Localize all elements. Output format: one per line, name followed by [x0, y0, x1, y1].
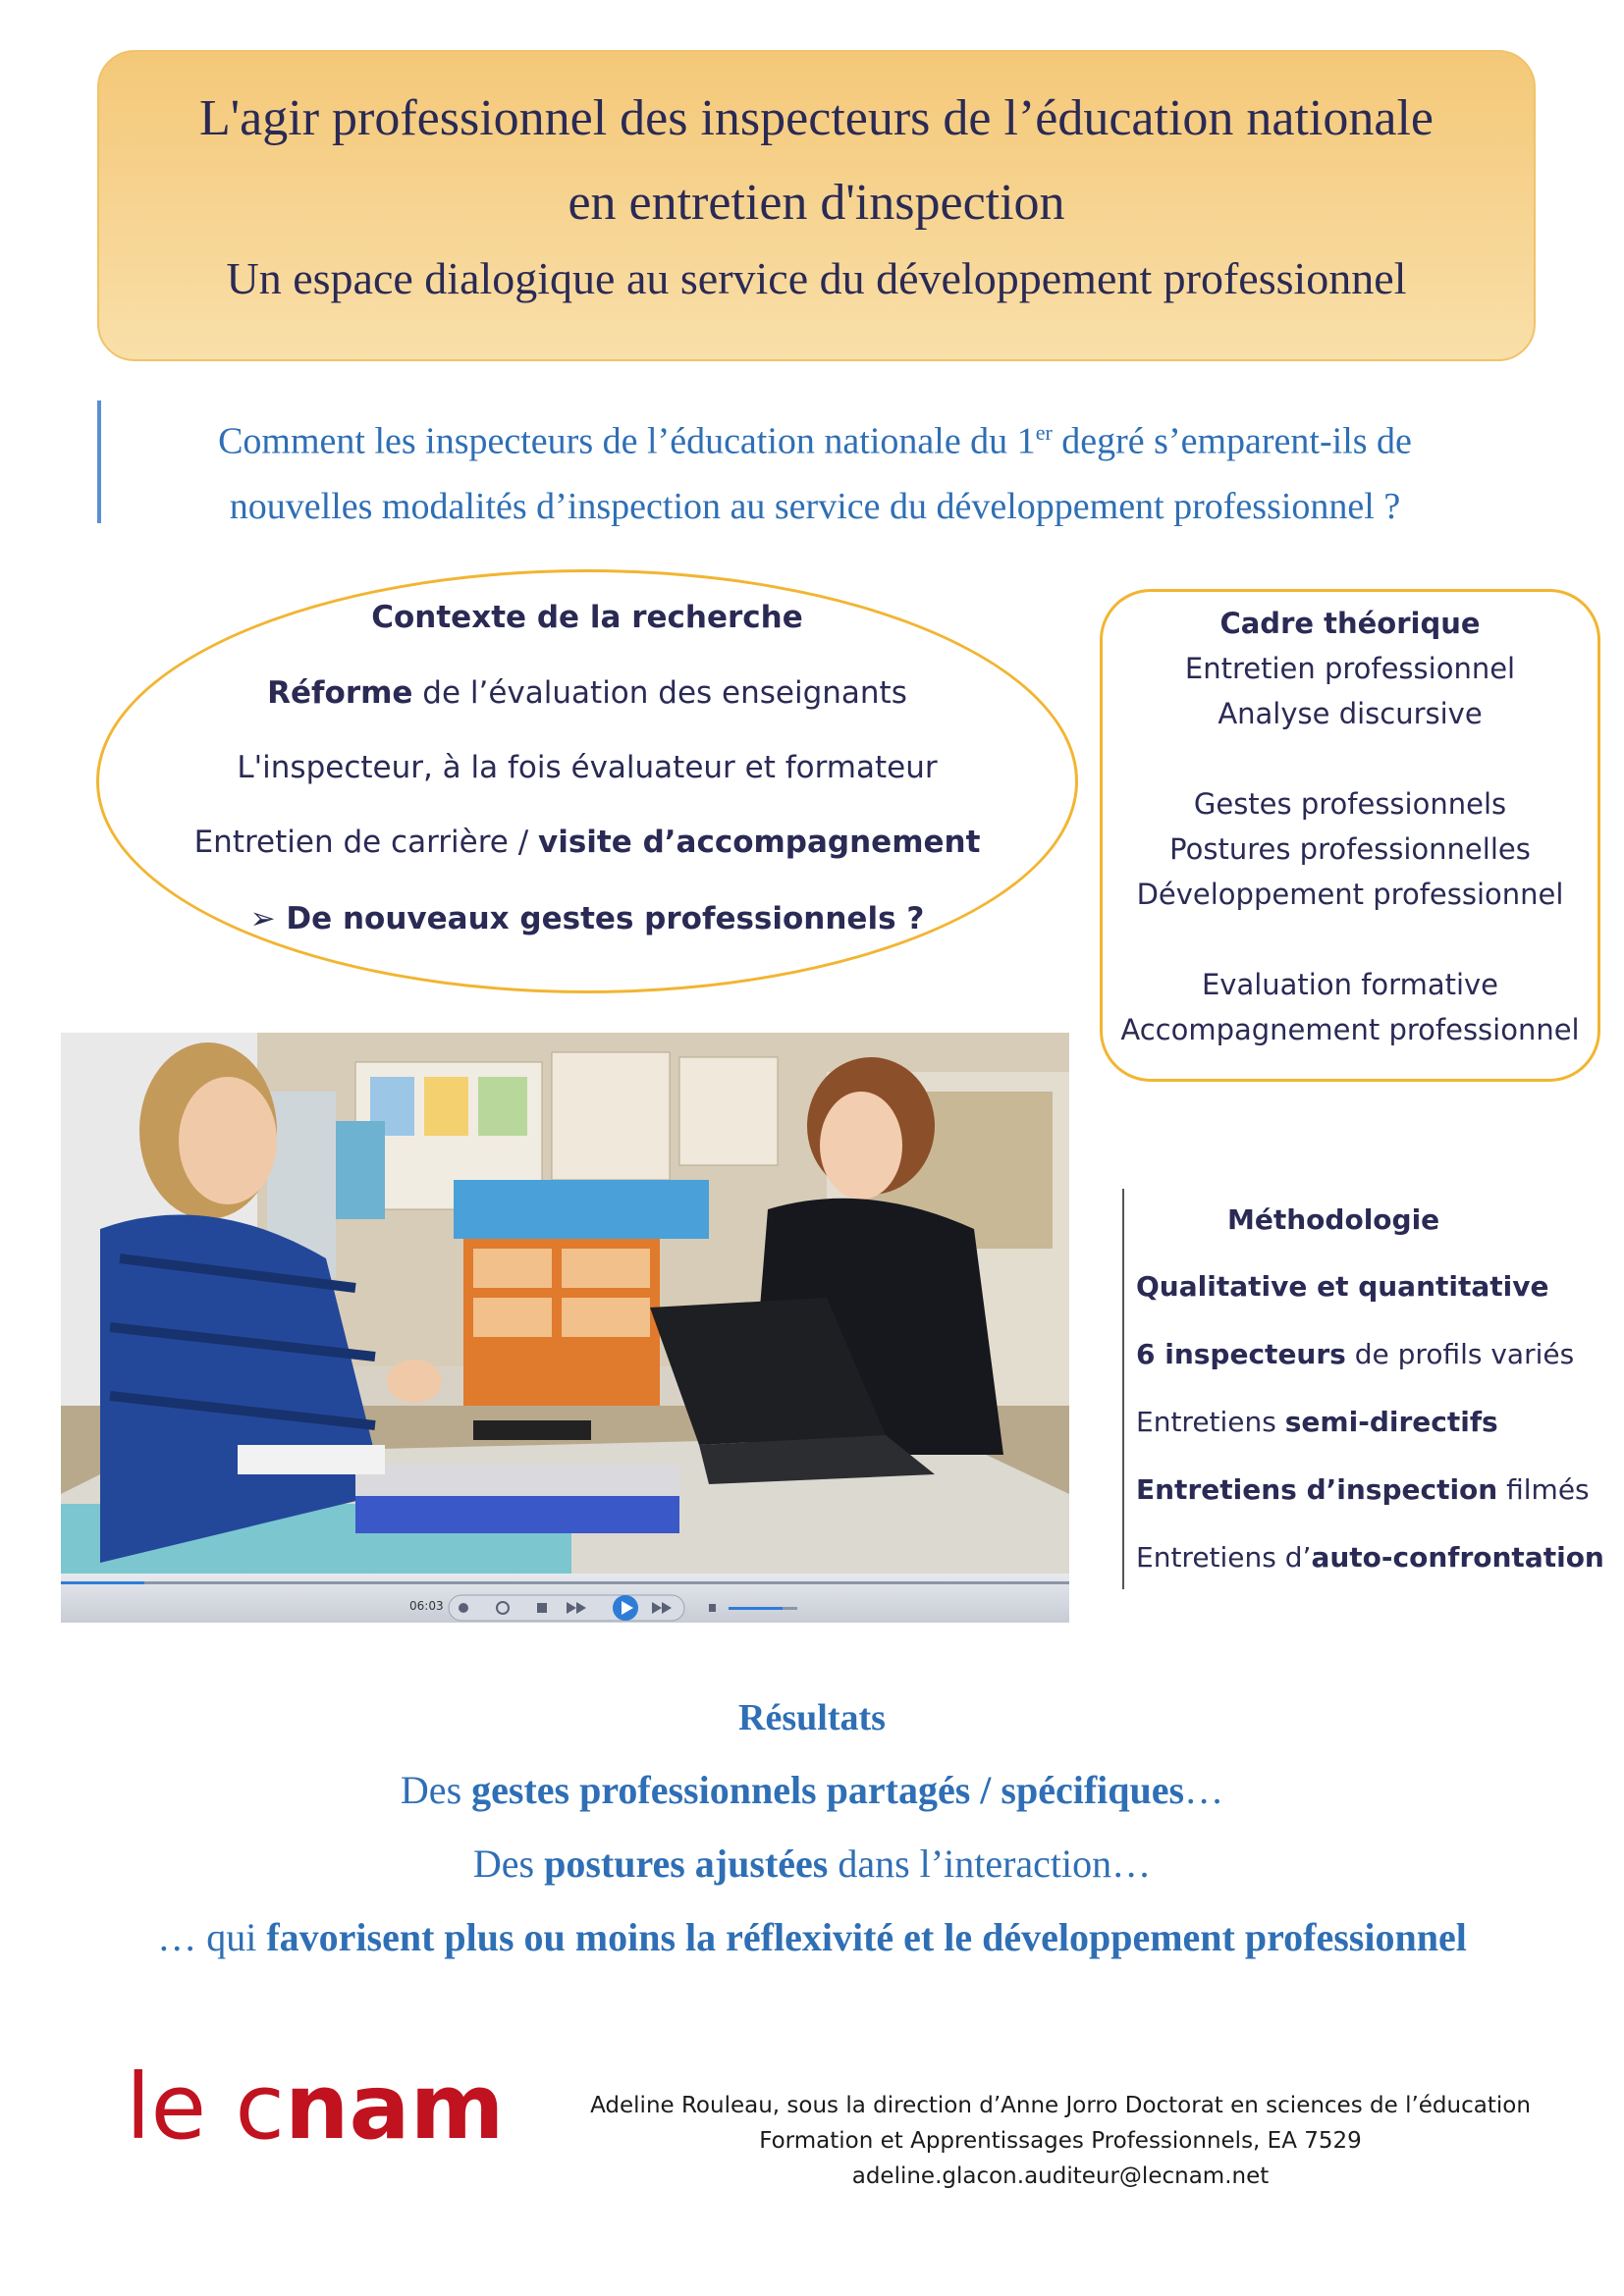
- methodology-item: Qualitative et quantitative: [1136, 1270, 1549, 1303]
- question-line-1: Comment les inspecteurs de l’éducation nationale du 1er degré s’emparent-ils de: [218, 420, 1412, 462]
- theory-box: [1100, 589, 1600, 1082]
- methodology-item: 6 inspecteurs de profils variés: [1136, 1338, 1575, 1370]
- methodology-item: Entretiens d’auto-confrontation: [1136, 1541, 1604, 1574]
- subtitle: Un espace dialogique au service du développement professionnel: [226, 253, 1407, 303]
- results-heading: Résultats: [738, 1697, 886, 1738]
- title-line-2: en entretien d'inspection: [568, 175, 1065, 231]
- video-player-controls[interactable]: [61, 1574, 1069, 1623]
- theory-heading: Cadre théorique: [1219, 607, 1481, 640]
- question-accent-bar: [97, 400, 101, 523]
- context-ellipse: [96, 569, 1078, 993]
- theory-item: Evaluation formative: [1201, 968, 1499, 1001]
- footer-author: Adeline Rouleau, sous la direction d’Anne Jorro Doctorat en sciences de l’éducation: [590, 2093, 1531, 2118]
- footer-lab: Formation et Apprentissages Professionnels, EA 7529: [759, 2128, 1362, 2154]
- theory-item: Entretien professionnel: [1184, 652, 1516, 685]
- context-item-inspecteur: L'inspecteur, à la fois évaluateur et formateur: [237, 750, 938, 785]
- stop-icon: [537, 1603, 547, 1613]
- video-time: 06:03: [409, 1599, 444, 1613]
- question-line-2: nouvelles modalités d’inspection au service du développement professionnel ?: [229, 485, 1401, 527]
- arrow-bullet-icon: ➢: [249, 901, 276, 936]
- classroom-scene-image: [61, 1033, 1069, 1623]
- methodology-item: Entretiens semi-directifs: [1136, 1406, 1498, 1438]
- results-line-3: … qui favorisent plus ou moins la réflexivité et le développement professionnel: [157, 1915, 1467, 1959]
- context-item-gestes: ➢ De nouveaux gestes professionnels ?: [249, 901, 925, 936]
- methodology-item: Entretiens d’inspection filmés: [1136, 1473, 1590, 1506]
- theory-item: Analyse discursive: [1218, 697, 1483, 730]
- methodology-heading: Méthodologie: [1227, 1203, 1440, 1236]
- logo-text: le cnam: [126, 2061, 505, 2150]
- theory-item: Développement professionnel: [1136, 878, 1564, 911]
- title-box: [97, 50, 1536, 361]
- title-line-1: L'agir professionnel des inspecteurs de l’éducation nationale: [199, 90, 1434, 146]
- footer-email[interactable]: adeline.glacon.auditeur@lecnam.net: [851, 2163, 1270, 2189]
- theory-item: Postures professionnelles: [1169, 832, 1531, 866]
- results-line-2: Des postures ajustées dans l’interaction…: [472, 1842, 1152, 1886]
- cnam-logo: [126, 2061, 538, 2150]
- methodology-bar: [1122, 1189, 1124, 1589]
- video-still: [61, 1033, 1069, 1623]
- context-item-entretien: Entretien de carrière / visite d’accompagnement: [193, 825, 981, 860]
- shuffle-icon: [459, 1603, 468, 1613]
- research-question: [108, 400, 1522, 539]
- volume-icon: [709, 1604, 716, 1612]
- theory-item: Accompagnement professionnel: [1120, 1013, 1580, 1046]
- context-heading: Contexte de la recherche: [371, 600, 803, 635]
- context-item-reforme: Réforme de l’évaluation des enseignants: [267, 675, 907, 711]
- results-line-1: Des gestes professionnels partagés / spécifiques…: [400, 1768, 1224, 1812]
- theory-item: Gestes professionnels: [1193, 787, 1507, 821]
